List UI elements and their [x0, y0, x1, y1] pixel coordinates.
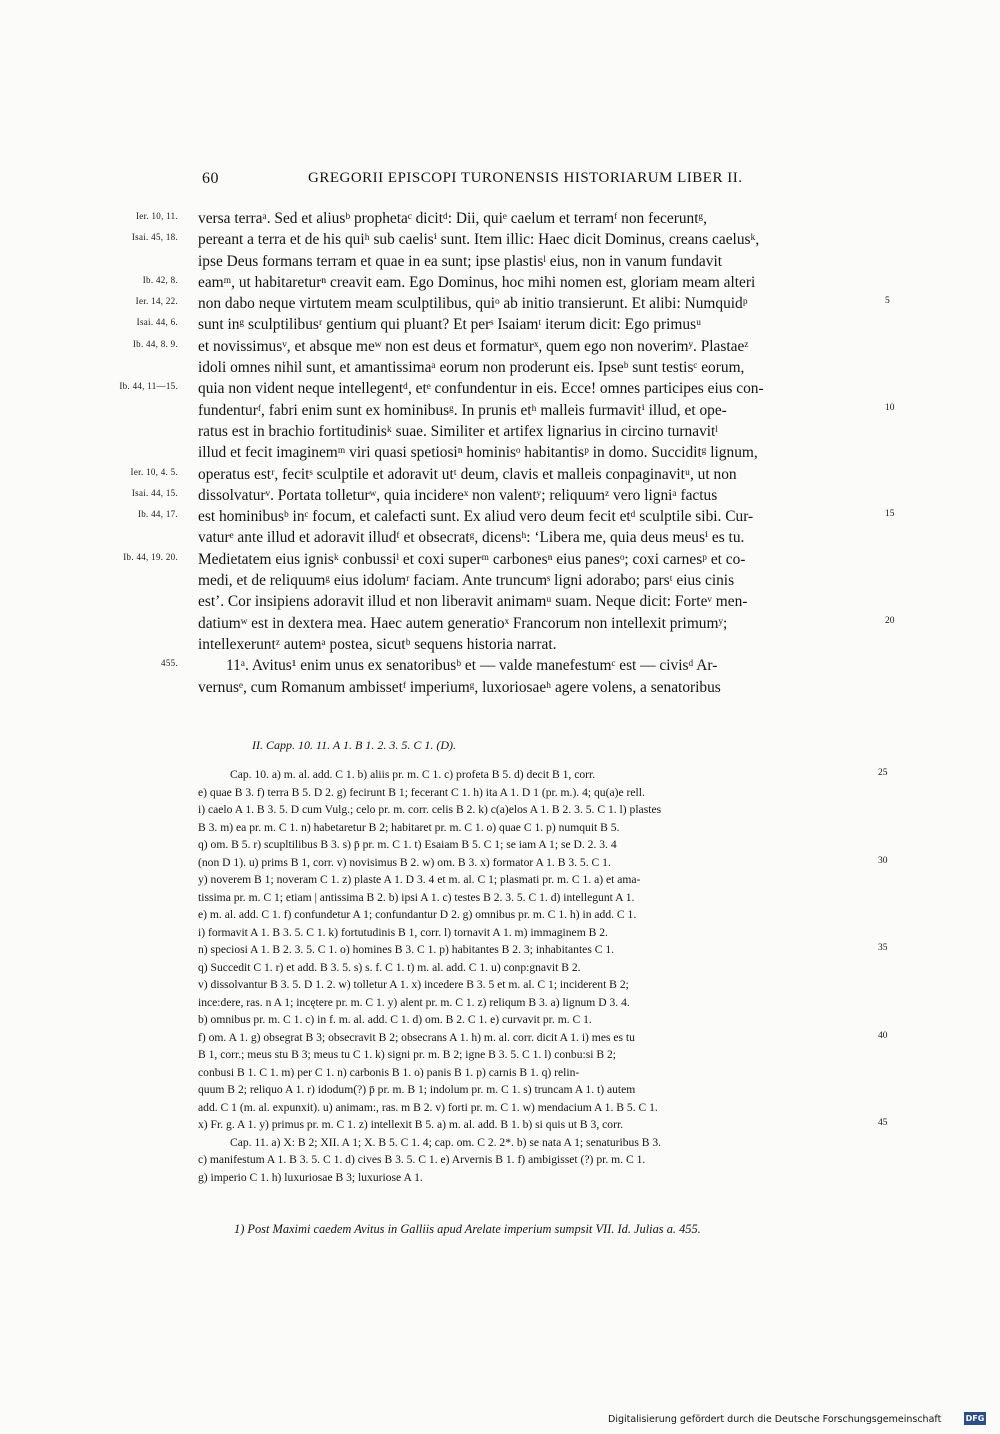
apparatus-line — [0, 889, 1000, 907]
text-line — [0, 570, 1000, 591]
margin-reference: Ib. 44, 17. — [137, 509, 178, 520]
text-line — [0, 506, 1000, 527]
apparatus-text: q) Succedit C 1. r) et add. B 3. 5. s) s. f. C 1. t) m. al. add. C 1. u) conp:gnavit B 2. — [198, 960, 581, 974]
line-text: idoli omnes nihil sunt, et amantissimaᵃ eorum non proderunt eis. Ipseᵇ sunt testisᶜ eorum, — [198, 359, 745, 377]
apparatus-text: g) imperio C 1. h) luxuriosae B 3; luxuriose A 1. — [198, 1170, 423, 1184]
apparatus-line — [0, 801, 1000, 819]
line-number: 45 — [878, 1118, 888, 1128]
line-text: 11ᵃ. Avitus¹ enim unus ex senatoribusᵇ et — valde manefestumᶜ est — civisᵈ Ar- — [226, 657, 718, 675]
apparatus-text: v) dissolvantur B 3. 5. D 1. 2. w) tolletur A 1. x) incedere B 3. 5 et m. al. C 1; inciderent B 2; — [198, 978, 629, 991]
line-number: 35 — [878, 943, 888, 953]
apparatus-text: conbusi B 1. C 1. m) per C 1. n) carbonis B 1. o) panis B 1. p) carnis B 1. q) relin- — [198, 1065, 580, 1079]
apparatus-text: B 3. m) ea pr. m. C 1. n) habetaretur B 2; habitaret pr. m. C 1. o) quae C 1. p) numquit B 5. — [198, 820, 620, 834]
apparatus-line — [0, 766, 1000, 784]
apparatus-text: e) quae B 3. f) terra B 5. D 2. g) fecirunt B 1; fecerant C 1. h) ita A 1. D 1 (pr. m.). 4; qu(a)e rell. — [198, 785, 645, 799]
margin-reference: Isai. 45, 18. — [131, 232, 178, 243]
line-text: Medietatem eius ignisᵏ conbussiˡ et coxi superᵐ carbonesⁿ eius panesᵒ; coxi carnesᵖ et co- — [198, 550, 746, 568]
line-text: intellexeruntᶻ autemᵃ postea, sicutᵇ sequens historia narrat. — [198, 635, 557, 653]
margin-reference: Ib. 44, 19. 20. — [123, 551, 178, 562]
apparatus-text: b) omnibus pr. m. C 1. c) in f. m. al. add. C 1. d) om. B 2. C 1. e) curvavit pr. m. C 1. — [198, 1013, 592, 1026]
line-text: medi, et de reliquumᵍ eius idolumʳ faciam. Ante truncumˢ ligni adorabo; parsᵗ eius cinis — [198, 572, 735, 590]
apparatus-line — [0, 994, 1000, 1012]
margin-reference: 455. — [161, 658, 178, 669]
apparatus-line — [0, 1011, 1000, 1029]
text-line — [0, 208, 1000, 229]
text-line — [0, 378, 1000, 399]
apparatus-text: tissima pr. m. C 1; etiam | antissima B 2. b) ipsi A 1. c) testes B 2. 3. 5. C 1. d) intellegunt A 1. — [198, 890, 635, 904]
main-text — [0, 208, 1000, 698]
apparatus-text: q) om. B 5. r) scupltilibus B 3. s) p̄ pr. m. C 1. t) Esaiam B 5. C 1; se iam A 1; se D. 2. 3. 4 — [198, 838, 617, 851]
apparatus-text: Cap. 10. a) m. al. add. C 1. b) aliis pr. m. C 1. c) profeta B 5. d) decit B 1, corr. — [230, 768, 596, 781]
text-line — [0, 272, 1000, 293]
line-text: est’. Cor insipiens adoravit illud et non liberavit animamᵘ suam. Neque dicit: Forteᵛ men- — [198, 593, 748, 611]
line-number: 30 — [878, 855, 888, 866]
apparatus-line — [0, 1046, 1000, 1064]
apparatus-text: x) Fr. g. A 1. y) primus pr. m. C 1. z) intellexit B 5. a) m. al. add. B 1. b) si quis ut B 3, corr. — [198, 1118, 624, 1131]
margin-reference: Ib. 44, 8. 9. — [132, 338, 178, 349]
apparatus-line — [0, 1116, 1000, 1134]
apparatus-text: Cap. 11. a) X: B 2; XII. A 1; X. B 5. C 1. 4; cap. om. C 2. 2*. b) se nata A 1; senaturibus B 3. — [230, 1135, 662, 1149]
apparatus-line — [0, 1099, 1000, 1117]
apparatus-text: n) speciosi A 1. B 2. 3. 5. C 1. o) homines B 3. C 1. p) habitantes B 2. 3; inhabitantes C 1. — [198, 943, 615, 956]
line-text: fundenturᶠ, fabri enim sunt ex hominibusᵍ. In prunis etʰ malleis furmavitⁱ illud, et ope- — [198, 401, 727, 419]
line-text: dissolvaturᵛ. Portata tolleturʷ, quia incidereˣ non valentʸ; reliquumᶻ vero ligniᵃ factus — [198, 486, 718, 504]
text-line — [0, 655, 1000, 676]
line-text: illud et fecit imaginemᵐ viri quasi spetiosiⁿ hominisᵒ habitantisᵖ in domo. Succiditᵍ lignum, — [198, 444, 758, 462]
apparatus-line — [0, 784, 1000, 802]
margin-reference: Ib. 42, 8. — [142, 274, 178, 285]
apparatus-line — [0, 1169, 1000, 1187]
text-line — [0, 634, 1000, 655]
margin-reference: Ib. 44, 11—15. — [119, 381, 178, 392]
line-text: versa terraᵃ. Sed et aliusᵇ prophetaᶜ dicitᵈ: Dii, quiᵉ caelum et terramᶠ non feceruntᵍ, — [198, 210, 707, 227]
text-line — [0, 314, 1000, 335]
apparatus-text: add. C 1 (m. al. expunxit). u) animam:, ras. m B 2. v) forti pr. m. C 1. w) mendacium A 1. B 5. C 1. — [198, 1100, 658, 1114]
line-number: 25 — [878, 768, 888, 778]
margin-reference: Isai. 44, 6. — [136, 317, 178, 328]
text-line — [0, 357, 1000, 378]
text-line — [0, 613, 1000, 634]
dfg-logo: DFG — [965, 1414, 985, 1423]
text-line — [0, 677, 1000, 698]
apparatus-line — [0, 819, 1000, 837]
running-header — [196, 170, 866, 192]
line-text: non dabo neque virtutem meam sculptilibus, quiᵒ ab initio transierunt. Et alibi: Numquidᵖ — [198, 295, 748, 313]
apparatus-line — [0, 854, 1000, 872]
apparatus-line — [0, 959, 1000, 977]
apparatus-line — [0, 924, 1000, 942]
apparatus-text: ince:dere, ras. n A 1; incętere pr. m. C 1. y) alent pr. m. C 1. z) reliqum B 3. a) lignum D 3. 4. — [198, 995, 630, 1009]
line-text: datiumʷ est in dextera mea. Haec autem generatioˣ Francorum non intellexit primumʸ; — [198, 614, 728, 632]
page-number: 60 — [202, 170, 219, 187]
apparatus-line — [0, 906, 1000, 924]
line-text: est hominibusᵇ inᶜ focum, et calefacti sunt. Ex aliud vero deum fecit etᵈ sculptile sibi. Cur- — [198, 508, 754, 526]
line-text: vaturᵉ ante illud et adoravit illudᶠ et obsecratᵍ, dicensʰ: ‘Libera me, quia deus meusⁱ es tu. — [198, 529, 745, 547]
line-text: ratus est in brachio fortitudinisᵏ suae. Similiter et artifex lignarius in circino turnavitˡ — [198, 422, 718, 440]
apparatus-line — [0, 871, 1000, 889]
running-title: GREGORII EPISCOPI TURONENSIS HISTORIARUM LIBER II. — [308, 170, 743, 186]
line-text: sunt inᵍ sculptilibusʳ gentium qui pluant? Et perˢ Isaiamᵗ iterum dicit: Ego primusᵘ — [198, 316, 702, 334]
line-text: pereant a terra et de his quiʰ sub caelisⁱ sunt. Item illic: Haec dicit Dominus, creans caelusᵏ, — [198, 231, 760, 249]
line-text: eamᵐ, ut habitareturⁿ creavit eam. Ego Dominus, hoc mihi nomen est, gloriam meam alteri — [198, 273, 756, 291]
text-line — [0, 464, 1000, 485]
apparatus-line — [0, 1151, 1000, 1169]
line-number: 15 — [885, 509, 895, 520]
apparatus-text: y) noverem B 1; noveram C 1. z) plaste A 1. D 3. 4 et m. al. C 1; plasmati pr. m. C 1. a) et ama- — [198, 873, 641, 886]
apparatus-line — [0, 941, 1000, 959]
text-line — [0, 293, 1000, 314]
text-line — [0, 251, 1000, 272]
line-number: 5 — [885, 296, 890, 307]
digitization-credit: Digitalisierung gefördert durch die Deutsche Forschungsgemeinschaft — [608, 1414, 942, 1425]
apparatus-text: c) manifestum A 1. B 3. 5. C 1. d) cives B 3. 5. C 1. e) Arvernis B 1. f) ambigisset (?) pr. m. C 1. — [198, 1153, 646, 1166]
line-number: 10 — [885, 402, 895, 413]
text-line — [0, 591, 1000, 612]
text-line — [0, 229, 1000, 250]
apparatus-text: quum B 2; reliquo A 1. r) idodum(?) p̄ pr. m. B 1; indolum pr. m. C 1. s) truncam A 1. t) autem — [198, 1083, 636, 1096]
margin-reference: Ier. 14, 22. — [135, 296, 178, 307]
apparatus-text: e) m. al. add. C 1. f) confundetur A 1; confundantur D 2. g) omnibus pr. m. C 1. h) in add. C 1. — [198, 908, 637, 921]
text-line — [0, 400, 1000, 421]
apparatus-text: f) om. A 1. g) obsegrat B 3; obsecravit B 2; obsecrans A 1. h) m. al. corr. dicit A 1. i) mes es tu — [198, 1030, 635, 1044]
text-line — [0, 485, 1000, 506]
line-text: et novissimusᵛ, et absque meʷ non est deus et formaturˣ, quem ego non noverimʸ. Plastaeᶻ — [198, 337, 749, 355]
apparatus-text: B 1, corr.; meus stu B 3; meus tu C 1. k) signi pr. m. B 2; igne B 3. 5. C 1. l) conbu:si B 2; — [198, 1048, 617, 1061]
text-line — [0, 336, 1000, 357]
line-number: 20 — [885, 615, 895, 626]
text-line — [0, 527, 1000, 548]
apparatus-text: i) formavit A 1. B 3. 5. C 1. k) fortutudinis B 1, corr. l) tornavit A 1. m) immaginem B 2. — [198, 925, 608, 939]
margin-reference: Ier. 10, 4. 5. — [130, 466, 178, 477]
apparatus-line — [0, 1081, 1000, 1099]
line-text: operatus estʳ, fecitˢ sculptile et adoravit utᵗ deum, clavis et malleis conpaginavitᵘ, ut non — [198, 465, 737, 483]
text-line — [0, 549, 1000, 570]
apparatus-heading: II. Capp. 10. 11. A 1. B 1. 2. 3. 5. C 1. (D). — [252, 738, 456, 752]
footnote: 1) Post Maximi caedem Avitus in Galliis apud Arelate imperium sumpsit VII. Id. Julias a. 455. — [234, 1222, 701, 1236]
margin-reference: Ier. 10, 11. — [135, 211, 178, 221]
text-line — [0, 421, 1000, 442]
line-text: ipse Deus formans terram et quae in ea sunt; ipse plastisˡ eius, non in vanum fundavit — [198, 252, 723, 270]
apparatus-line — [0, 1134, 1000, 1152]
line-text: quia non vident neque intellegentᵈ, etᵉ confundentur in eis. Ecce! omnes participes eius con- — [198, 380, 764, 398]
apparatus-line — [0, 1064, 1000, 1082]
apparatus-line — [0, 836, 1000, 854]
margin-reference: Isai. 44, 15. — [131, 487, 178, 498]
line-number: 40 — [878, 1030, 888, 1041]
apparatus-text: i) caelo A 1. B 3. 5. D cum Vulg.; celo pr. m. corr. celis B 2. k) c(a)elos A 1. B 2. 3. 5. C 1. l) plastes — [198, 803, 662, 816]
apparatus-line — [0, 1029, 1000, 1047]
apparatus-line — [0, 976, 1000, 994]
line-text: vernusᵉ, cum Romanum ambissetᶠ imperiumᵍ, luxoriosaeʰ agere volens, a senatoribus — [198, 678, 721, 696]
text-line — [0, 442, 1000, 463]
apparatus-text: (non D 1). u) prims B 1, corr. v) novisimus B 2. w) om. B 3. x) formator A 1. B 3. 5. C 1. — [198, 855, 611, 869]
